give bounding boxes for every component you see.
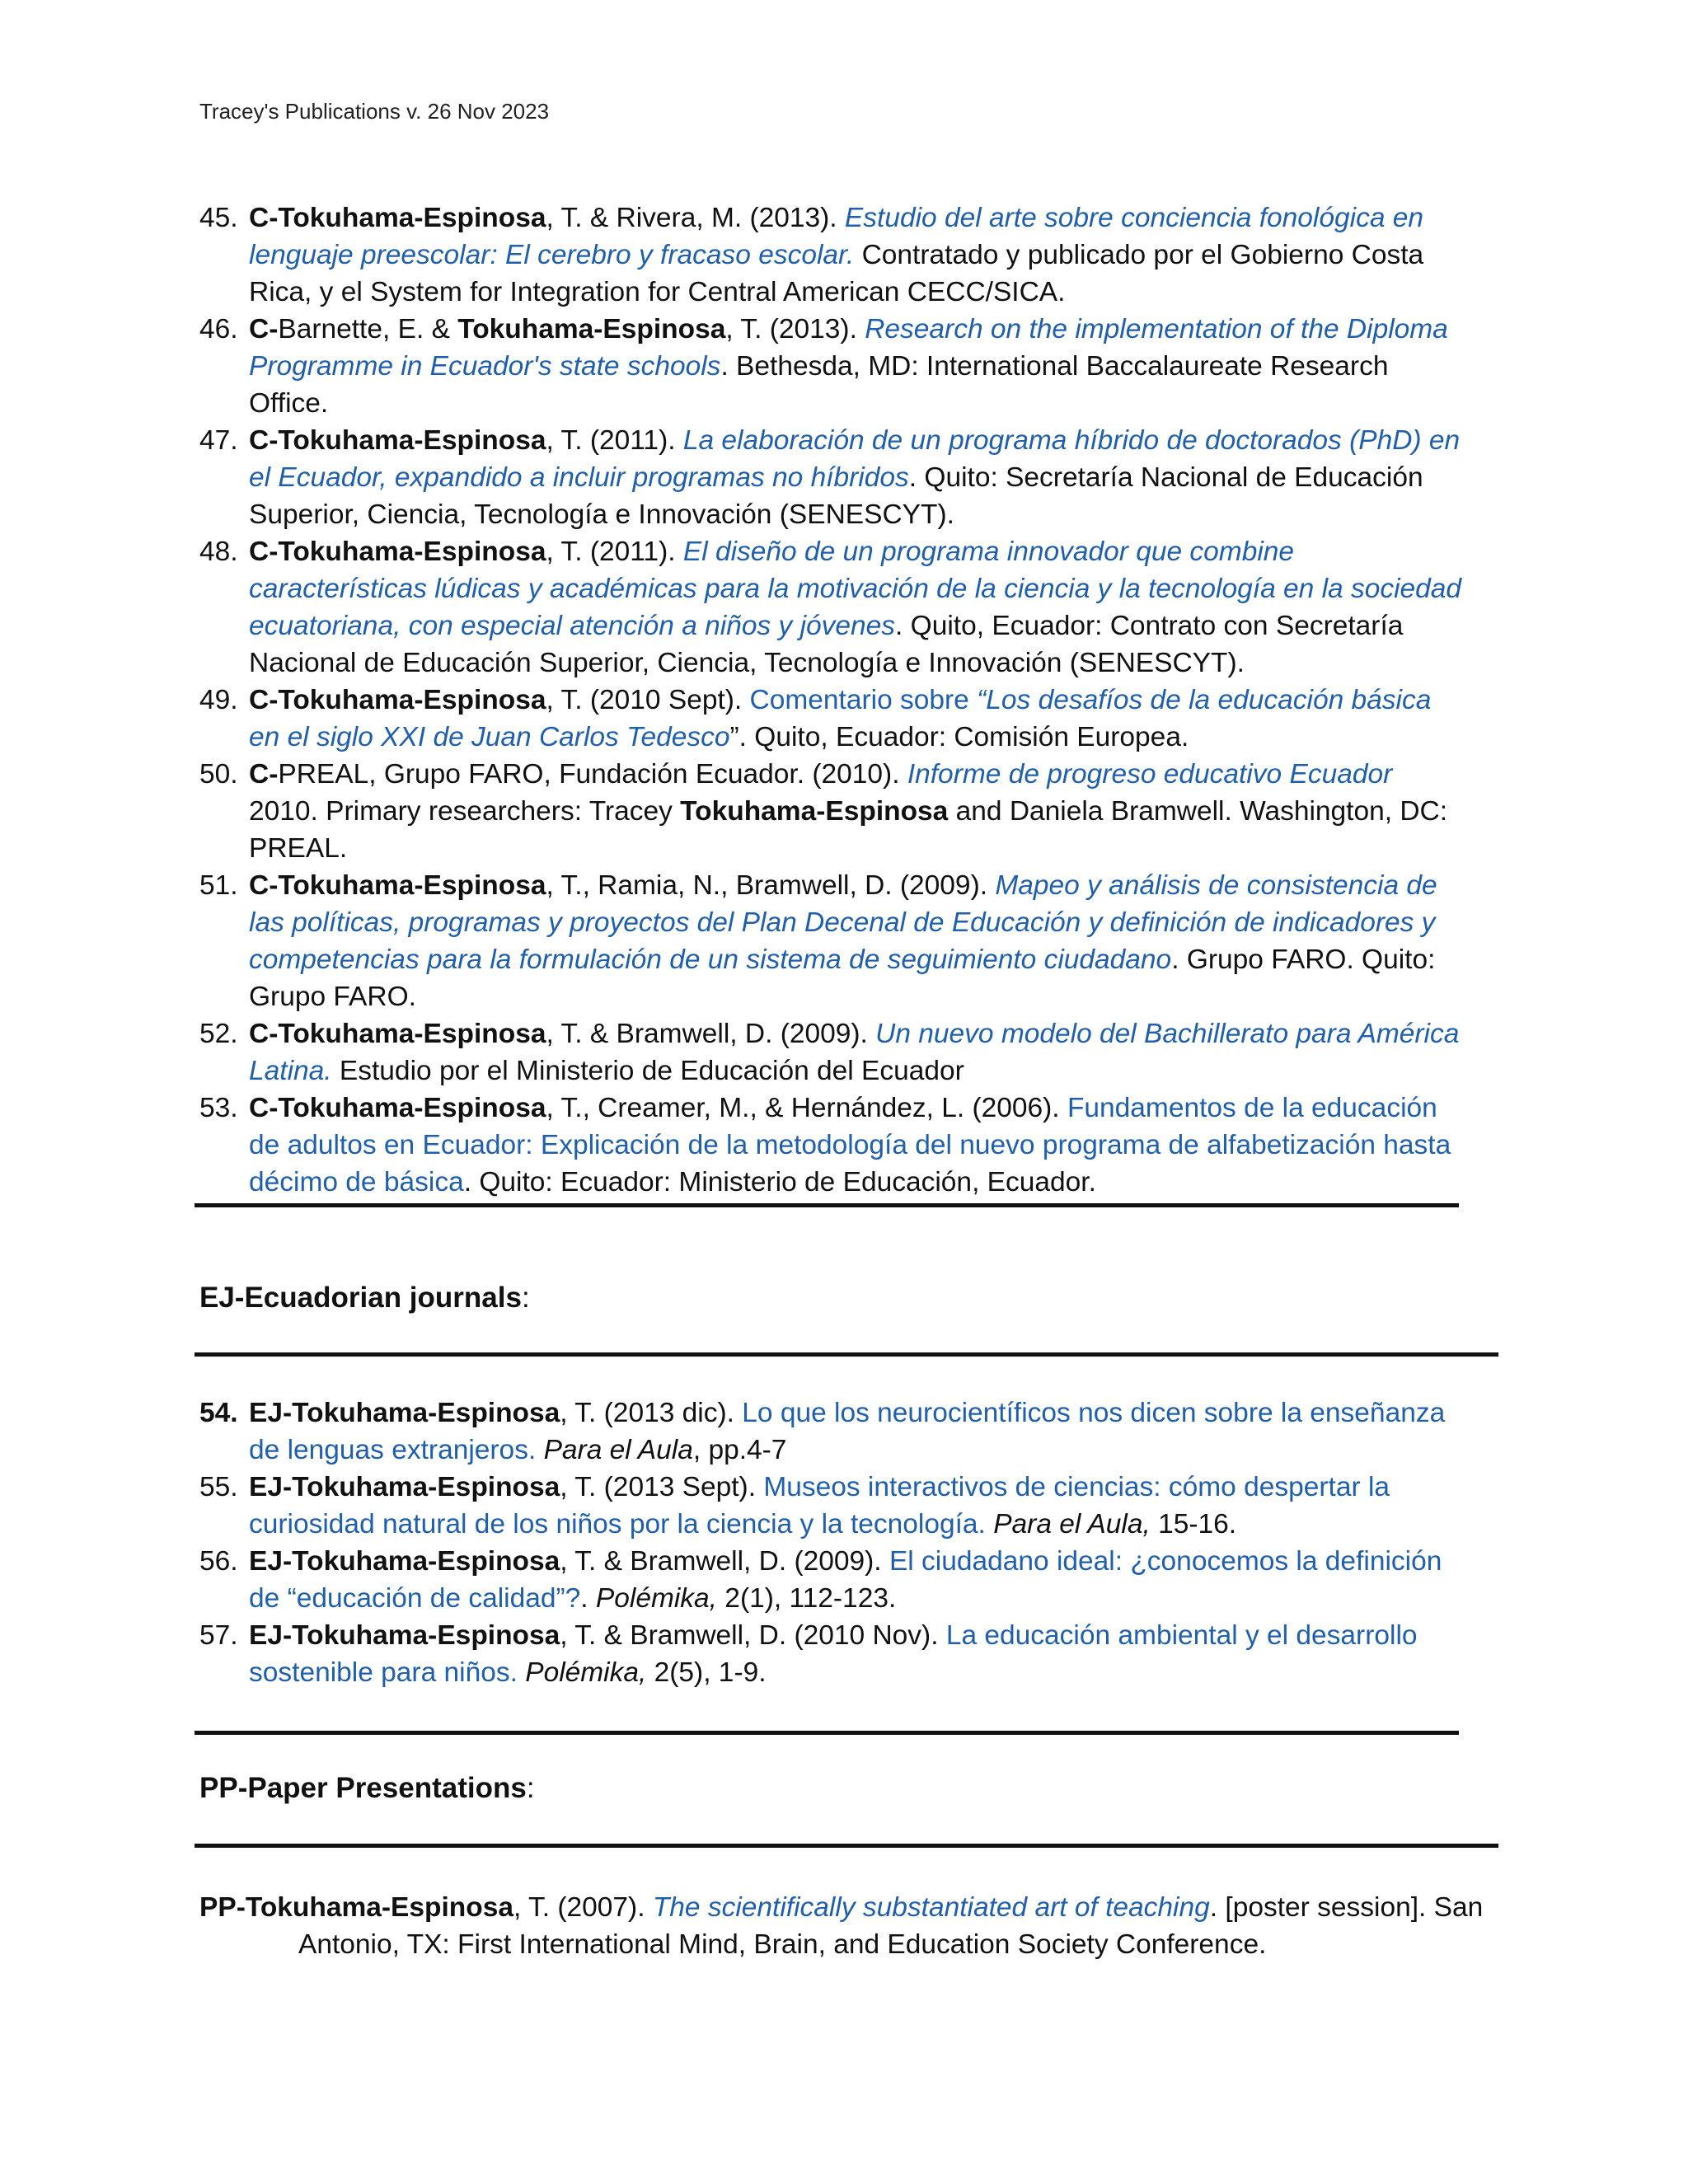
reference-entry bbox=[199, 867, 1469, 1015]
entry-author-bold: Tokuhama-Espinosa bbox=[292, 1398, 560, 1428]
entry-prefix: EJ- bbox=[249, 1398, 293, 1428]
entry-prefix: C- bbox=[249, 870, 279, 901]
entry-rest: . [poster session]. San Antonio, TX: First International Mind, Brain, and Education Society Conference. bbox=[298, 1892, 1484, 1960]
entry-author-bold: Tokuhama-Espinosa bbox=[278, 425, 546, 456]
entry-author-bold: Tokuhama-Espinosa bbox=[278, 203, 546, 233]
entry-rest: . Quito, Ecuador: Contrato con Secretaría Nacional de Educación Superior, Ciencia, Tecnología e Innovación (SENESCYT). bbox=[249, 611, 1404, 678]
entry-text: , T. & Bramwell, D. (2010 Nov). bbox=[560, 1620, 946, 1651]
entry-number: 47. bbox=[199, 425, 238, 456]
entry-rest: . Quito: Ecuador: Ministerio de Educación, Ecuador. bbox=[463, 1167, 1096, 1197]
entry-text: , T. (2011). bbox=[546, 537, 683, 567]
section-heading-colon: : bbox=[521, 1282, 530, 1314]
entry-number: 56. bbox=[199, 1546, 238, 1577]
entry-number: 55. bbox=[199, 1472, 238, 1502]
entry-rest: . Quito: Secretaría Nacional de Educación Superior, Ciencia, Tecnología e Innovación (SENESCYT). bbox=[249, 462, 1423, 530]
entry-number: 52. bbox=[199, 1019, 238, 1049]
entry-journal-name: Polémika, bbox=[525, 1657, 647, 1688]
entry-author-bold: Tokuhama-Espinosa bbox=[278, 1093, 546, 1123]
entry-prefix: C- bbox=[249, 1093, 279, 1123]
entry-rest: . Bethesda, MD: International Baccalaureate Research Office. bbox=[249, 351, 1389, 419]
reference-entry bbox=[199, 1469, 1469, 1543]
reference-entry bbox=[199, 422, 1469, 533]
entry-author-bold: Tokuhama-Espinosa bbox=[292, 1620, 560, 1651]
entry-author-bold: Tokuhama-Espinosa bbox=[457, 314, 726, 344]
entry-text: , T. & Bramwell, D. (2009). bbox=[546, 1019, 876, 1049]
entry-number: 49. bbox=[199, 685, 238, 715]
entry-number: 53. bbox=[199, 1093, 238, 1123]
entry-text bbox=[986, 1509, 993, 1540]
reference-entry bbox=[199, 1015, 1469, 1090]
section-heading-ecuadorian-journals bbox=[199, 1282, 530, 1315]
reference-entry bbox=[199, 1394, 1469, 1469]
entry-number: 57. bbox=[199, 1620, 238, 1651]
entry-title-link[interactable]: La educación ambiental y el desarrollo sostenible para niños. bbox=[249, 1620, 1418, 1688]
entry-prefix: EJ- bbox=[249, 1472, 293, 1502]
entry-author-bold: Tokuhama-Espinosa bbox=[292, 1472, 560, 1502]
consultancy-list bbox=[199, 199, 1469, 1201]
entry-number: 54. bbox=[199, 1398, 238, 1428]
entry-rest: Estudio por el Ministerio de Educación del Ecuador bbox=[331, 1056, 964, 1086]
entry-title-link[interactable]: Un nuevo modelo del Bachillerato para América Latina. bbox=[249, 1019, 1460, 1086]
entry-title-link[interactable]: La elaboración de un programa híbrido de doctorados (PhD) en el Ecuador, expandido a incluir programas no híbridos bbox=[249, 425, 1461, 493]
entry-title-link[interactable]: The scientifically substantiated art of teaching bbox=[652, 1892, 1210, 1923]
entry-author-bold: Tokuhama-Espinosa bbox=[278, 537, 546, 567]
entry-author-bold: Tokuhama-Espinosa bbox=[278, 685, 546, 715]
section-divider bbox=[195, 1203, 1459, 1207]
entry-author-bold: Tokuhama-Espinosa bbox=[278, 870, 546, 901]
entry-text bbox=[518, 1657, 525, 1688]
entry-text: and Daniela Bramwell. Washington, DC: PREAL. bbox=[249, 796, 1448, 864]
entry-author-bold: Tokuhama-Espinosa bbox=[680, 796, 949, 827]
entry-author-bold: Tokuhama-Espinosa bbox=[292, 1546, 560, 1577]
entry-prefix: C- bbox=[249, 685, 279, 715]
entry-number: 48. bbox=[199, 537, 238, 567]
entry-journal-name: Para el Aula bbox=[543, 1435, 693, 1465]
entry-text: 15-16. bbox=[1150, 1509, 1237, 1540]
section-heading-text: PP-Paper Presentations bbox=[199, 1772, 527, 1804]
entry-text: , T., Creamer, M., & Hernández, L. (2006). bbox=[546, 1093, 1067, 1123]
running-header: Tracey's Publications v. 26 Nov 2023 bbox=[199, 99, 550, 124]
entry-text: , T. (2013 dic). bbox=[560, 1398, 743, 1428]
entry-title-link[interactable]: “Los desafíos de la educación básica en el siglo XXI de Juan Carlos Tedesco bbox=[249, 685, 1432, 752]
entry-number: 51. bbox=[199, 870, 238, 901]
entry-text: , T. & Rivera, M. (2013). bbox=[546, 203, 845, 233]
entry-text: 2(5), 1-9. bbox=[646, 1657, 767, 1688]
reference-entry bbox=[199, 756, 1469, 867]
entry-text: . bbox=[580, 1583, 596, 1614]
entry-title-link[interactable]: Mapeo y análisis de consistencia de las políticas, programas y proyectos del Plan Decenal de Educación y definición de indicadores y competencias para la formulación de un sistema de seguimiento ciudadano bbox=[249, 870, 1437, 975]
entry-prefix: C- bbox=[249, 314, 279, 344]
reference-entry bbox=[199, 1543, 1469, 1617]
reference-entry bbox=[199, 311, 1469, 422]
entry-number: 50. bbox=[199, 759, 238, 790]
entry-text: 2(1), 112-123. bbox=[717, 1583, 897, 1614]
entry-number: 45. bbox=[199, 203, 238, 233]
entry-text: , T. (2011). bbox=[546, 425, 683, 456]
entry-title-link[interactable]: El diseño de un programa innovador que combine características lúdicas y académicas para la motivación de la ciencia y la tecnología en la sociedad ecuatoriana, con especial atención a niños y jóvenes bbox=[249, 537, 1462, 641]
entry-text: , T. (2013). bbox=[725, 314, 865, 344]
section-heading-colon: : bbox=[526, 1772, 535, 1804]
entry-prefix: C- bbox=[249, 425, 279, 456]
entry-title-link[interactable]: Museos interactivos de ciencias: cómo despertar la curiosidad natural de los niños por la ciencia y la tecnología. bbox=[249, 1472, 1390, 1540]
entry-text: PREAL, Grupo FARO, Fundación Ecuador. (2010). bbox=[278, 759, 907, 790]
entry-text bbox=[536, 1435, 543, 1465]
entry-text: , T. (2010 Sept). bbox=[546, 685, 750, 715]
entry-number: 46. bbox=[199, 314, 238, 344]
entry-journal-name: Polémika, bbox=[595, 1583, 717, 1614]
entry-prefix: EJ- bbox=[249, 1546, 293, 1577]
entry-title-link[interactable]: Lo que los neurocientíficos nos dicen sobre la enseñanza de lenguas extranjeros. bbox=[249, 1398, 1446, 1465]
entry-title-link[interactable]: Informe de progreso educativo Ecuador bbox=[907, 759, 1393, 790]
entry-text: , T. & Bramwell, D. (2009). bbox=[560, 1546, 889, 1577]
entry-author-rest: , T. (2007). bbox=[513, 1892, 653, 1923]
reference-entry bbox=[199, 533, 1469, 682]
entry-text: , pp.4-7 bbox=[692, 1435, 787, 1465]
entry-prefix: EJ- bbox=[249, 1620, 293, 1651]
entry-title-link[interactable]: Research on the implementation of the Diploma Programme in Ecuador's state schools bbox=[249, 314, 1448, 382]
entry-prefix: C- bbox=[249, 759, 279, 790]
reference-entry bbox=[199, 1617, 1469, 1691]
entry-title-link[interactable]: El ciudadano ideal: ¿conocemos la definición de “educación de calidad”? bbox=[249, 1546, 1442, 1614]
paper-presentation-entry bbox=[199, 1889, 1584, 1963]
entry-prefix: C- bbox=[249, 537, 279, 567]
entry-title-link[interactable]: Estudio del arte sobre conciencia fonológica en lenguaje preescolar: El cerebro y fracaso escolar. bbox=[249, 203, 1424, 270]
entry-title-link[interactable]: Comentario sobre bbox=[749, 685, 978, 715]
entry-author-bold: Tokuhama-Espinosa bbox=[278, 1019, 546, 1049]
entry-rest: . Grupo FARO. Quito: Grupo FARO. bbox=[249, 944, 1436, 1012]
entry-rest: ”. Quito, Ecuador: Comisión Europea. bbox=[729, 722, 1189, 752]
reference-entry bbox=[199, 682, 1469, 756]
entry-author-bold: PP-Tokuhama-Espinosa bbox=[199, 1892, 513, 1923]
section-heading-paper-presentations bbox=[199, 1772, 535, 1805]
entry-prefix: C- bbox=[249, 203, 279, 233]
entry-text: , T., Ramia, N., Bramwell, D. (2009). bbox=[546, 870, 996, 901]
entry-journal-name: Para el Aula, bbox=[993, 1509, 1151, 1540]
entry-text: , T. (2013 Sept). bbox=[560, 1472, 764, 1502]
section-divider bbox=[195, 1731, 1459, 1735]
section-heading-text: EJ-Ecuadorian journals bbox=[199, 1282, 522, 1314]
section-divider bbox=[195, 1844, 1498, 1848]
reference-entry bbox=[199, 199, 1469, 311]
entry-text: Barnette, E. & bbox=[278, 314, 458, 344]
entry-title-link[interactable]: Fundamentos de la educación de adultos en Ecuador: Explicación de la metodología del nuevo programa de alfabetización hasta décimo de básica bbox=[249, 1093, 1451, 1197]
entry-prefix: C- bbox=[249, 1019, 279, 1049]
ecuadorian-journals-list bbox=[199, 1394, 1469, 1691]
section-divider bbox=[195, 1352, 1498, 1357]
entry-text: 2010. Primary researchers: Tracey bbox=[249, 796, 681, 827]
entry-rest: Contratado y publicado por el Gobierno Costa Rica, y el System for Integration for Central American CECC/SICA. bbox=[249, 240, 1424, 307]
reference-entry bbox=[199, 1090, 1469, 1201]
